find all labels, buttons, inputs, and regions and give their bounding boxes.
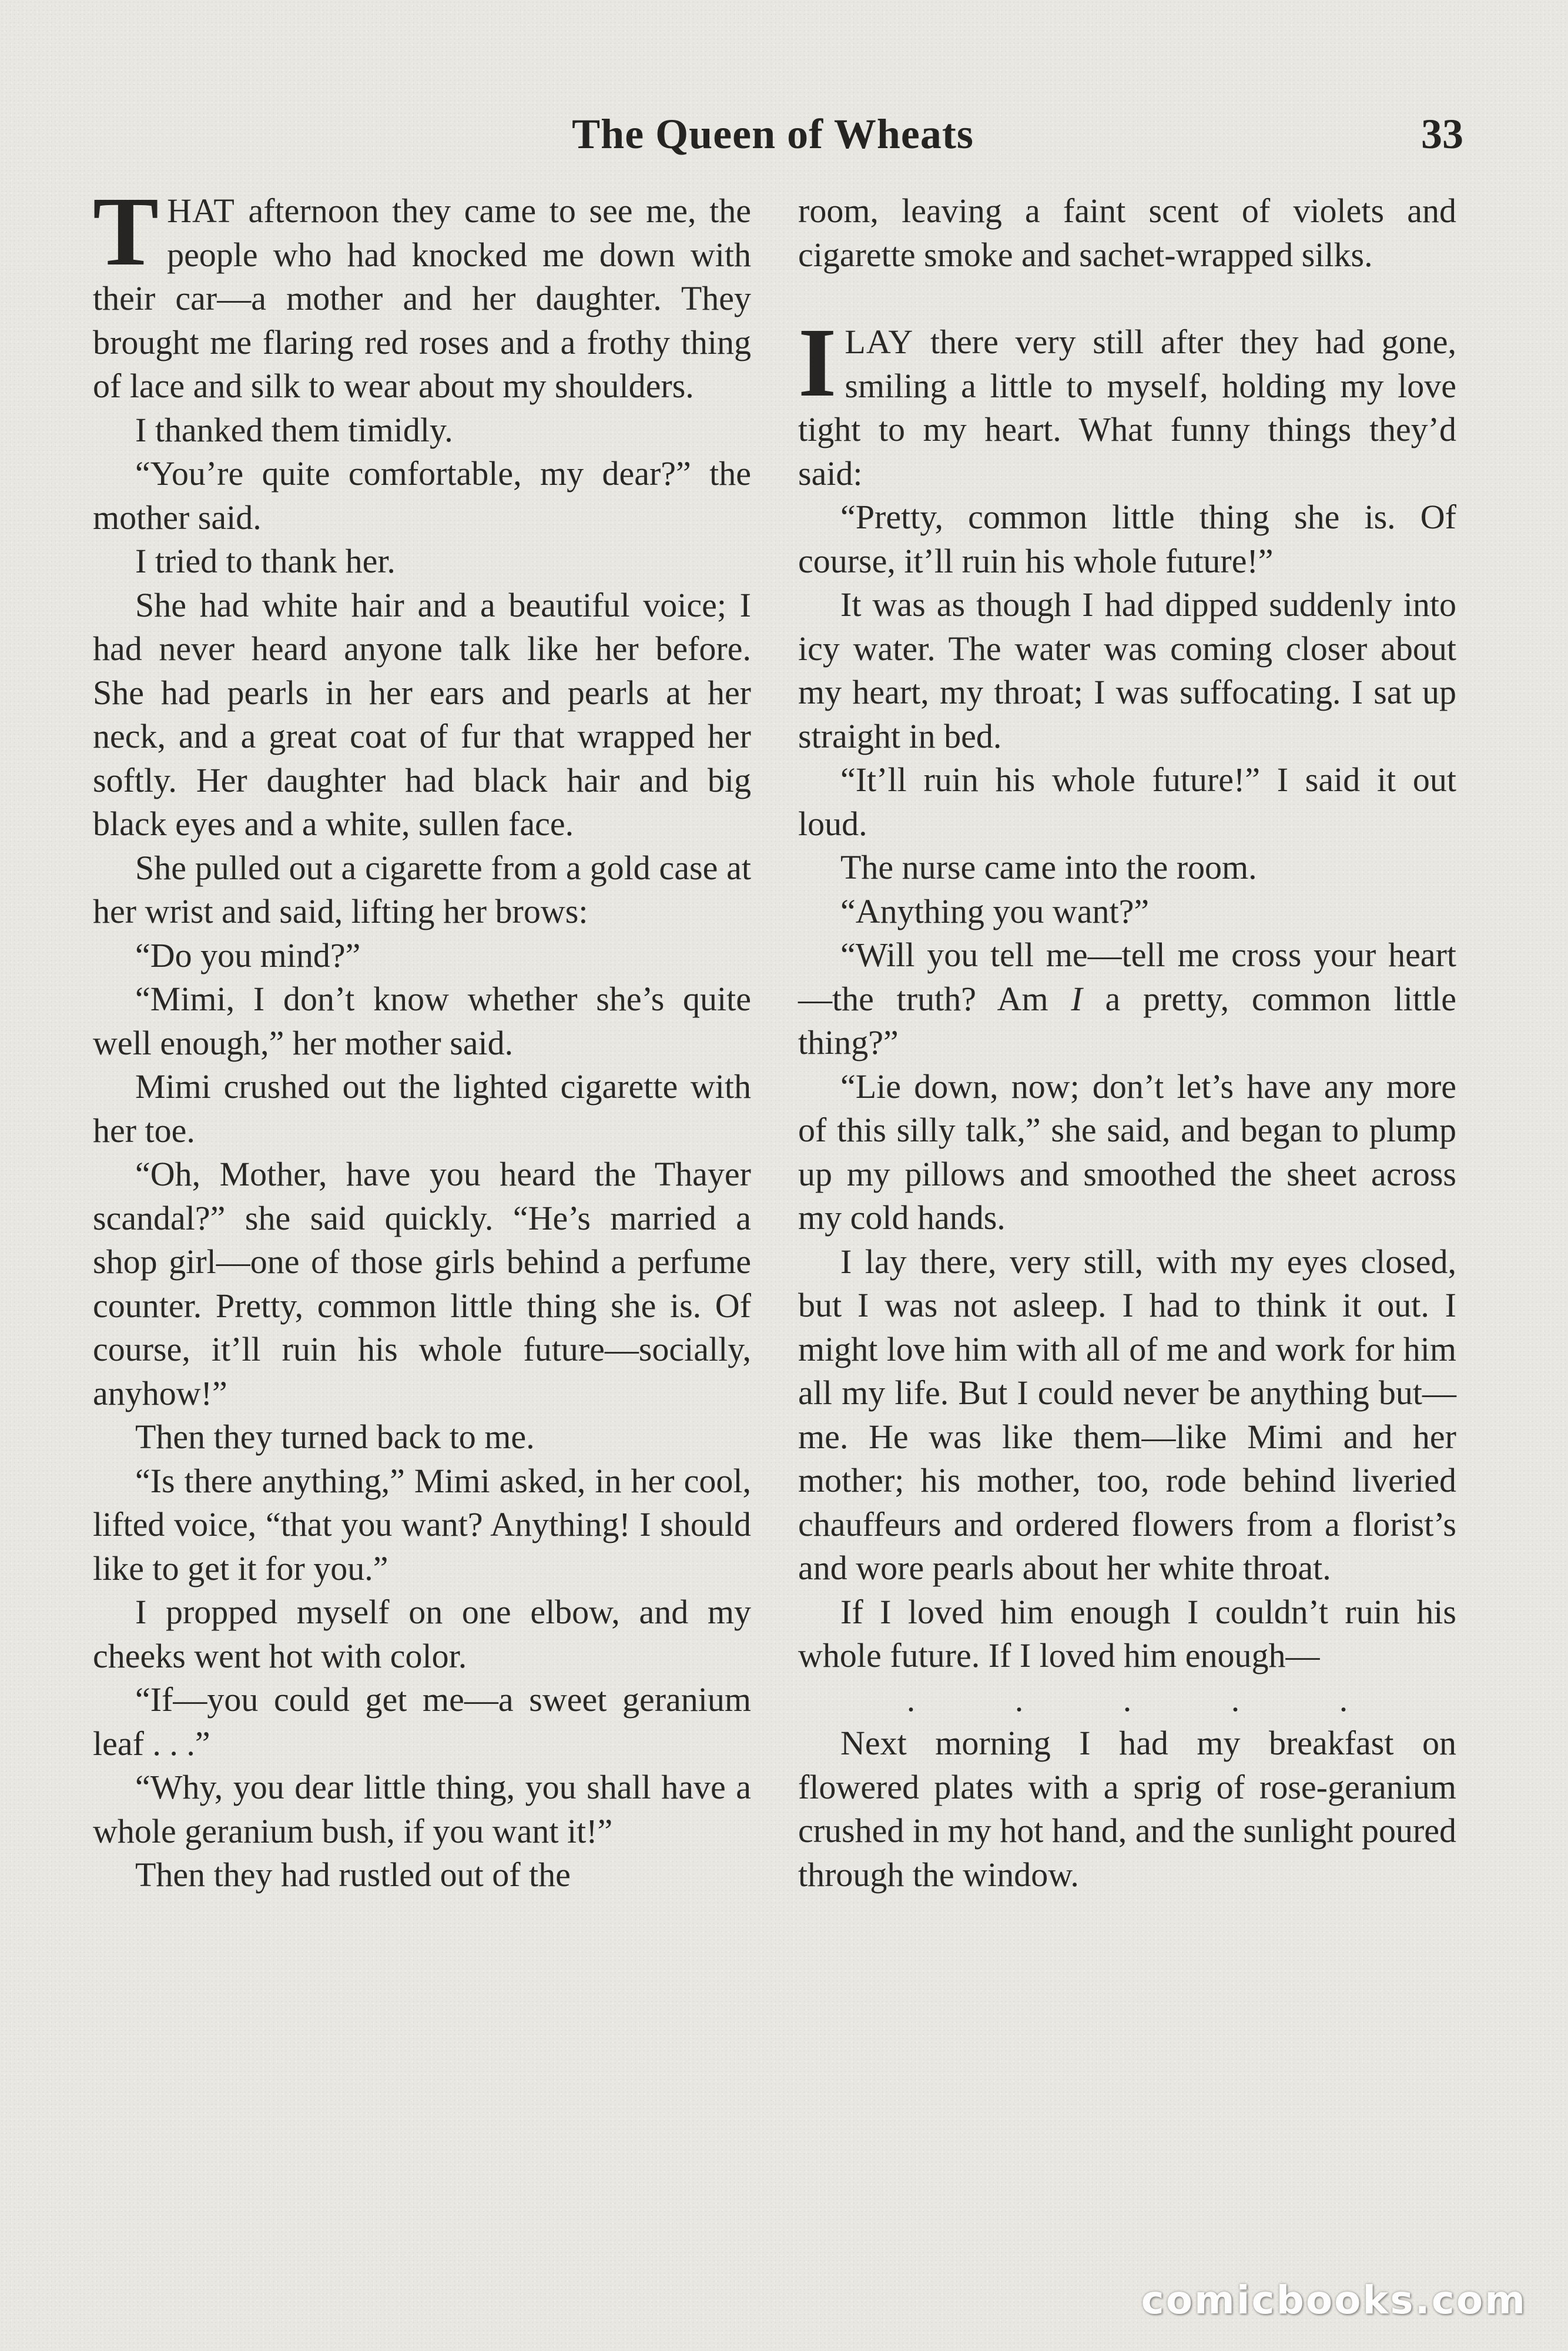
paragraph-text: there very still after they had gone, smiling a little to myself, holding my love tight to my heart. What funny things they’d said: <box>798 323 1456 493</box>
paragraph <box>93 177 751 408</box>
paragraph: If I loved him enough I couldn’t ruin his whole future. If I loved him enough— <box>798 1592 1456 1674</box>
paragraph: I tried to thank her. <box>135 542 396 580</box>
paragraph: “Why, you dear little thing, you shall have a whole geranium bush, if you want it!” <box>93 1768 751 1850</box>
paragraph: She had white hair and a beautiful voice; I had never heard anyone talk like her before. She had pearls in her ears and pearls at her neck, and a great coat of fur that wrapped her softly. Her daughter had black hair and big black eyes and a white, sullen face. <box>93 585 751 843</box>
paragraph: She pulled out a cigarette from a gold case at her wrist and said, lifting her brows: <box>93 848 751 930</box>
emphasis-text: I <box>1071 979 1083 1018</box>
page-title: The Queen of Wheats <box>572 110 974 158</box>
paragraph-text: a pretty, common little thing?” <box>798 979 1456 1061</box>
left-column <box>93 177 751 1897</box>
paragraph <box>798 933 1456 1065</box>
section-break <box>798 277 1456 320</box>
page-number: 33 <box>1421 110 1463 158</box>
paragraph: “Anything you want?” <box>840 892 1150 930</box>
paragraph: It was as though I had dipped suddenly into icy water. The water was coming closer about my heart, my throat; I was suffocating. I sat up straight in bed. <box>798 585 1456 755</box>
paragraph: “It’ll ruin his whole future!” I said it out loud. <box>798 761 1456 843</box>
running-head <box>82 105 1463 169</box>
paragraph: “Is there anything,” Mimi asked, in her cool, lifted voice, “that you want? Anything! I should like to get it for you.” <box>93 1461 751 1588</box>
paragraph: Mimi crushed out the lighted cigarette with her toe. <box>93 1067 751 1150</box>
dot: . <box>1014 1680 1024 1719</box>
drop-cap: I <box>798 308 837 417</box>
dot: . <box>1231 1680 1240 1719</box>
paragraph: “Lie down, now; don’t let’s have any more of this silly talk,” she said, and began to plump up my pillows and smoothed the sheet across my cold hands. <box>798 1067 1456 1237</box>
paragraph: “If—you could get me—a sweet geranium leaf . . .” <box>93 1680 751 1763</box>
paragraph: I propped myself on one elbow, and my cheeks went hot with color. <box>93 1593 751 1675</box>
watermark: comicbooks.com <box>1141 2278 1527 2323</box>
paragraph-text: “Will you tell me—tell me cross your heart—the truth? Am <box>798 936 1456 1018</box>
paragraph: “Pretty, common little thing she is. Of course, it’ll ruin his whole future!” <box>798 498 1456 580</box>
dot: . <box>1123 1680 1132 1719</box>
paragraph: “Oh, Mother, have you heard the Thayer scandal?” she said quickly. “He’s married a shop girl—one of those girls behind a perfume counter. Pretty, common little thing she is. Of course, it’ll ruin his whole future—socially, anyhow!” <box>93 1155 751 1412</box>
paragraph: “You’re quite comfortable, my dear?” the mother said. <box>93 454 751 537</box>
paragraph: room, leaving a faint scent of violets and cigarette smoke and sachet-wrapped silks. <box>798 192 1456 274</box>
paragraph: “Do you mind?” <box>135 936 361 974</box>
paragraph: Next morning I had my breakfast on flowered plates with a sprig of rose-geranium crushed in my hot hand, and the sunlight poured through the window. <box>798 1724 1456 1894</box>
dot: . <box>1339 1680 1348 1719</box>
paragraph: I lay there, very still, with my eyes closed, but I was not asleep. I had to think it out. I might love him with all of me and work for him all my life. But I could never be anything but—me. He was like them—like Mimi and her mother; his mother, too, rode behind liveried chauffeurs and ordered flowers from a florist’s and wore pearls about her white throat. <box>798 1242 1456 1587</box>
paragraph: I thanked them timidly. <box>135 410 453 449</box>
paragraph <box>798 308 1456 495</box>
section-dots <box>798 1678 1456 1722</box>
paragraph: “Mimi, I don’t know whether she’s quite well enough,” her mother said. <box>93 980 751 1062</box>
paragraph: Then they turned back to me. <box>135 1418 535 1456</box>
right-column <box>798 189 1456 1897</box>
paragraph-text: afternoon they came to see me, the people who had knocked me down with their car—a mother and her daughter. They brought me flaring red roses and a frothy thing of lace and silk to wear about my shoulders. <box>93 192 751 405</box>
paragraph: Then they had rustled out of the <box>135 1856 571 1894</box>
small-caps-lead: LAY <box>845 323 914 361</box>
dot: . <box>906 1680 916 1719</box>
paragraph: The nurse came into the room. <box>840 848 1257 886</box>
drop-cap: T <box>93 177 159 286</box>
small-caps-lead: HAT <box>167 192 235 230</box>
